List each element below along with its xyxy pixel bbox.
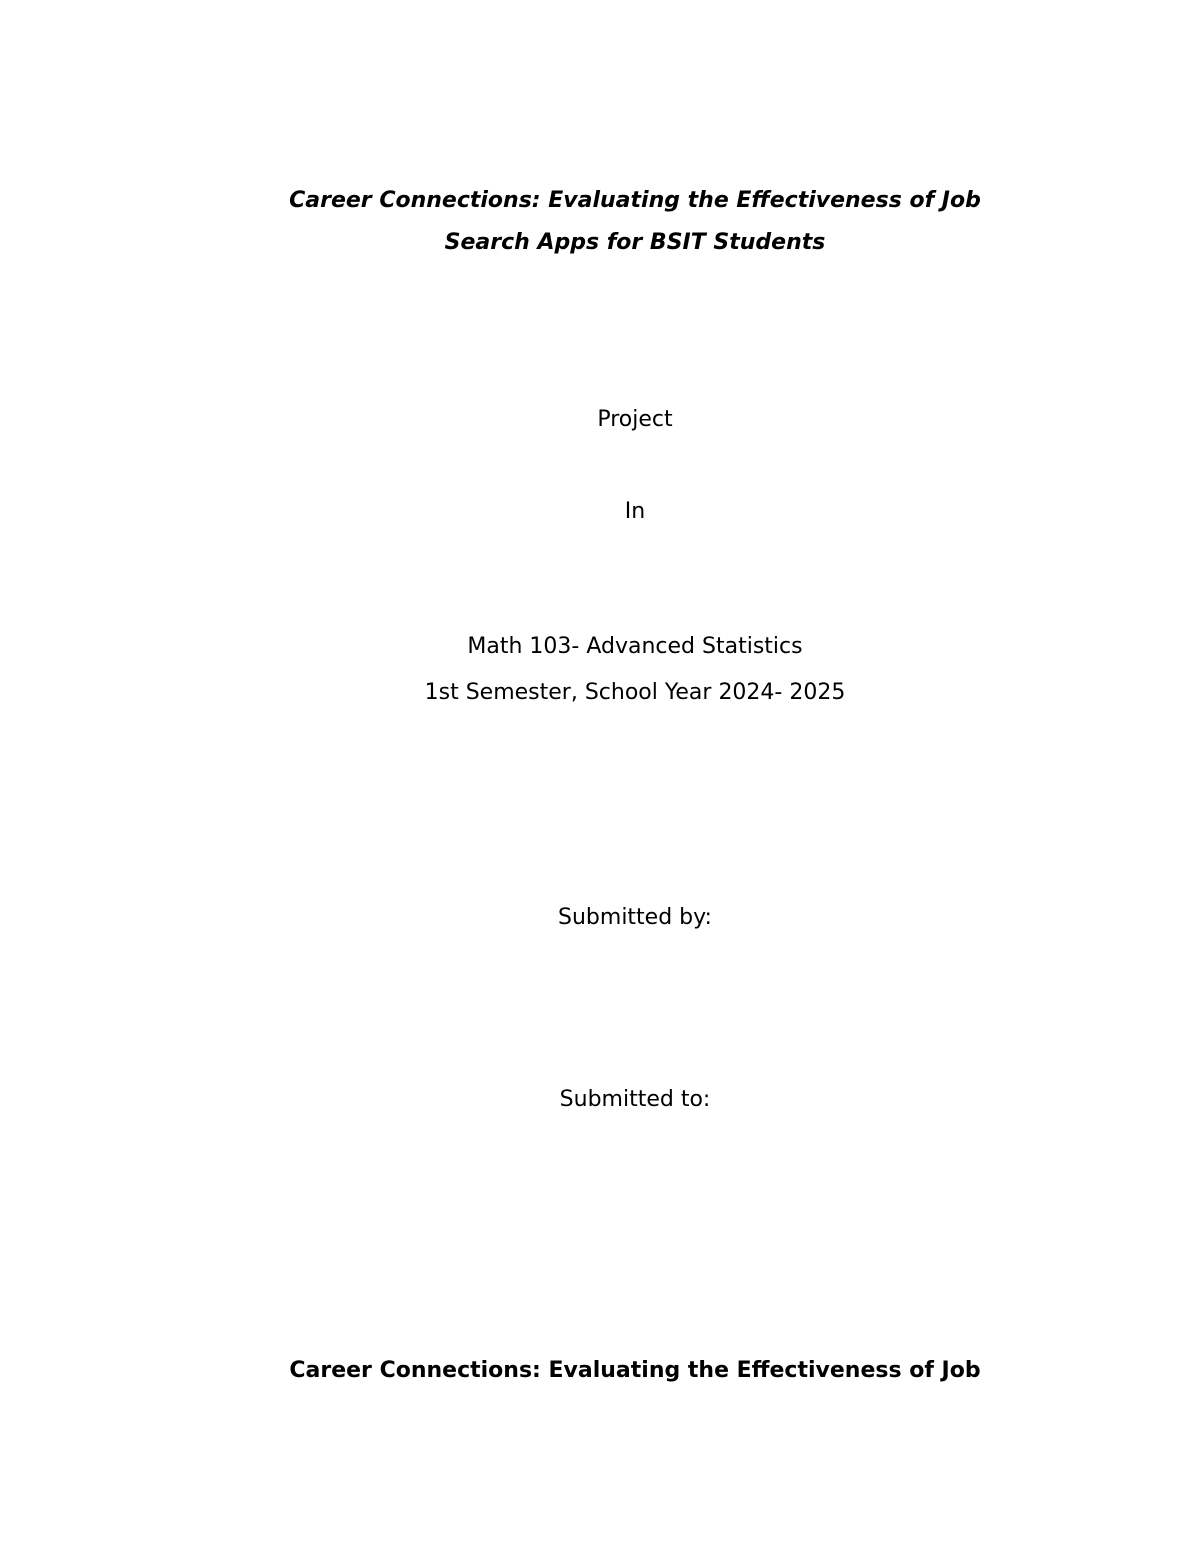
course-term: 1st Semester, School Year 2024- 2025	[424, 680, 846, 705]
project-label: Project	[597, 407, 673, 432]
submitted-by-label: Submitted by:	[558, 905, 712, 930]
in-label: In	[624, 499, 646, 524]
submitted-to-label: Submitted to:	[559, 1087, 711, 1112]
title-line-1: Career Connections: Evaluating the Effectiveness of Job	[289, 188, 981, 213]
next-page-heading: Career Connections: Evaluating the Effectiveness of Job	[289, 1358, 981, 1383]
course-name: Math 103- Advanced Statistics	[467, 634, 803, 659]
title-line-2: Search Apps for BSIT Students	[444, 230, 826, 255]
